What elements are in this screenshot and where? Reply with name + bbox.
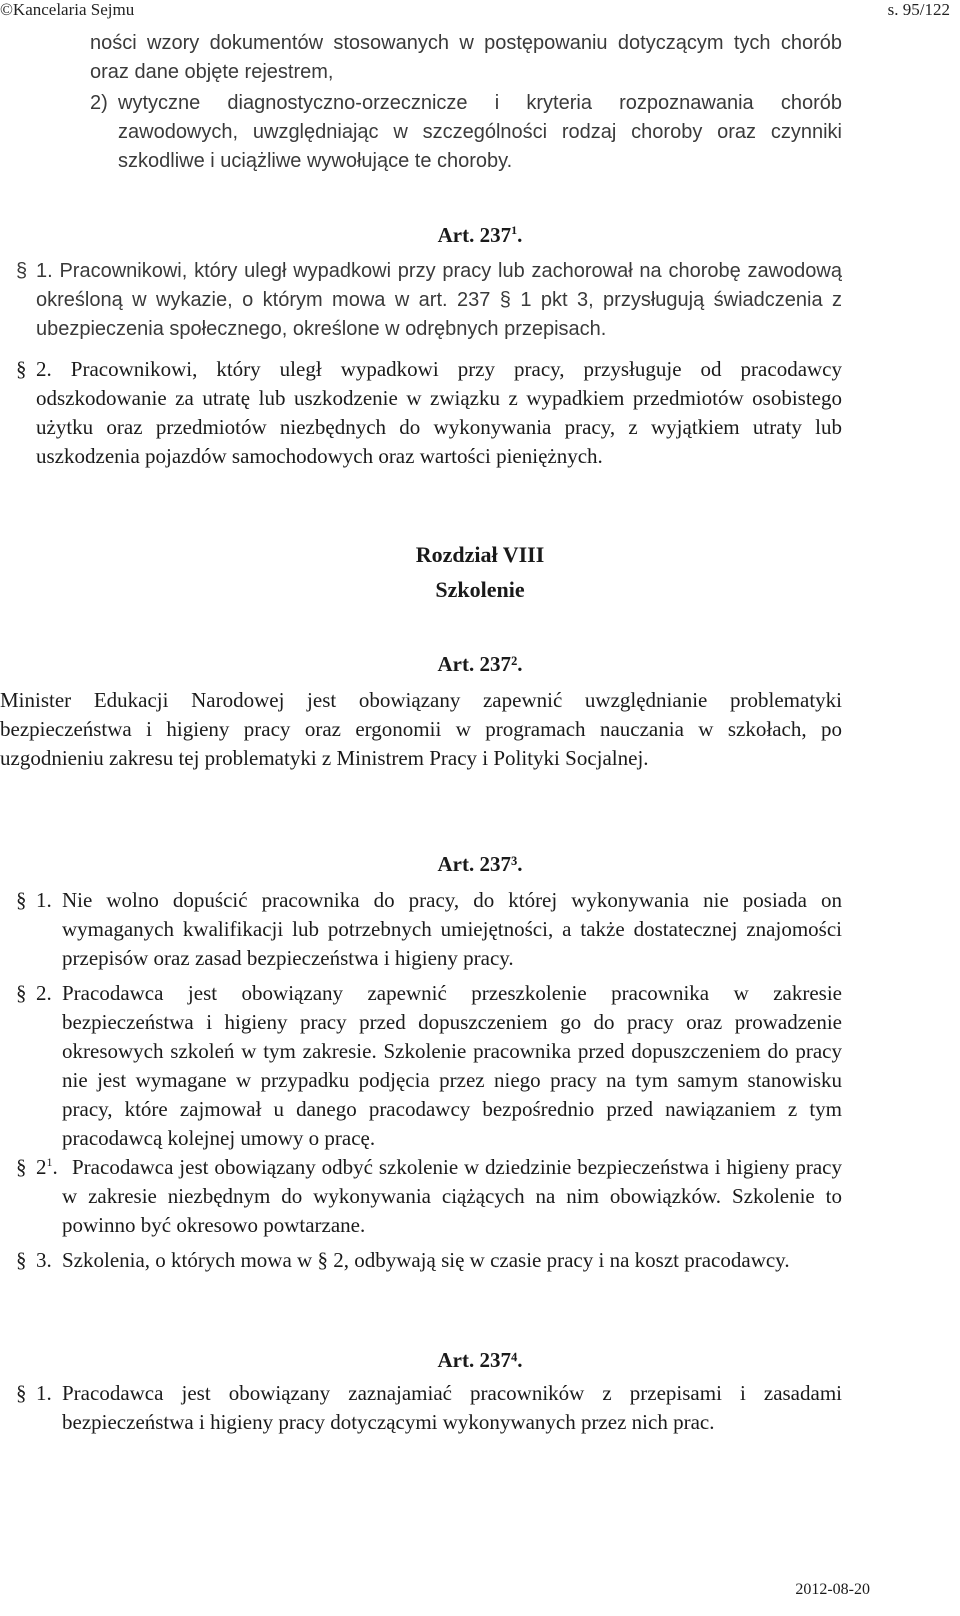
paragraph-1: Nie wolno dopuścić pracownika do pracy, do której wykonywania nie posiada on wymaganych kwalifikacji lub potrzebnych umiejętności, a także dostatecznej znajomości przepisów oraz zasad bezpieczeństwa i higieny pracy. — [62, 888, 842, 970]
paragraph-symbol: § — [16, 260, 28, 282]
paragraph-number: 1. — [36, 1381, 52, 1405]
paragraph-number: 2. — [36, 981, 52, 1005]
paragraph-number-main: 2 — [36, 1155, 47, 1179]
header-copyright: ©Kancelaria Sejmu — [0, 0, 135, 19]
paragraph-2: Pracodawca jest obowiązany zapewnić przeszkolenie pracownika w zakresie bezpieczeństwa i higieny pracy przed dopuszczeniem go do pracy oraz prowadzenie okresowych szkoleń w tym zakresie. Szkolenie pracownika przed dopuszczeniem do pracy nie jest wymagane w przypadku podjęcia przez niego pracy na tym samym stanowisku pracy, które zajmował u danego pracodawcy bezpośrednio przed nawiązaniem z tym pracodawcą kolejnej umowy o pracę. — [62, 981, 842, 1150]
item-number: 2) — [90, 92, 108, 114]
paragraph-1: Pracodawca jest obowiązany zaznajamiać pracowników z przepisami i zasadami bezpieczeństwa i higieny pracy dotyczącymi wykonywanych przez nich prac. — [62, 1381, 842, 1434]
article-heading — [0, 221, 960, 250]
article-heading: Art. 237³. — [437, 852, 523, 876]
paragraph-1 — [36, 257, 842, 344]
article-text: Minister Edukacji Narodowej jest obowiązany zapewnić uwzględnianie problematyki bezpieczeństwa i higieny pracy oraz ergonomii w programach nauczania w szkołach, po uzgodnieniu zakresu tej problematyki z Ministrem Pracy i Polityki Socjalnej. — [0, 688, 842, 770]
paragraph-text: Pracownikowi, który uległ wypadkowi przy pracy, przysługuje od pracodawcy odszkodowanie za utratę lub uszkodzenie w związku z wypadkiem przedmiotów osobistego użytku oraz przedmiotów niezbędnych do wykonywania pracy, z wyjątkiem utraty lub uszkodzenia pojazdów samochodowych oraz wartości pieniężnych. — [36, 357, 842, 468]
paragraph-symbol: § — [16, 1155, 27, 1179]
continuation-text: ności wzory dokumentów stosowanych w postępowaniu dotyczącym tych chorób oraz dane objęte rejestrem, — [90, 32, 842, 83]
article-sup: 1 — [511, 223, 518, 237]
paragraph-number: 1. — [36, 888, 52, 912]
chapter-title: Szkolenie — [435, 577, 525, 602]
item-text-content: wytyczne diagnostyczno-orzecznicze i kryteria rozpoznawania chorób zawodowych, uwzględniając w szczególności rodzaj choroby oraz czynniki szkodliwe i uciążliwe wywołujące te choroby. — [118, 92, 842, 172]
article-title: Art. 237 — [437, 223, 512, 247]
article-heading: Art. 237². — [437, 652, 523, 676]
paragraph-number: 1. — [36, 260, 53, 282]
paragraph-text: Pracownikowi, który uległ wypadkowi przy pracy lub zachorował na chorobę zawodową określoną w wykazie, o którym mowa w art. 237 § 1 pkt 3, przysługują świadczenia z ubezpieczenia społecznego, określone w odrębnych przepisach. — [36, 260, 842, 340]
paragraph-3: Szkolenia, o których mowa w § 2, odbywają się w czasie pracy i na koszt pracodawcy. — [62, 1248, 790, 1272]
paragraph-symbol: § — [16, 1381, 27, 1405]
paragraph-number — [36, 1153, 58, 1182]
item-text — [118, 89, 842, 176]
paragraph-number-sup: 1 — [46, 1155, 53, 1169]
header-page-number: s. 95/122 — [887, 0, 950, 19]
paragraph-number: 2. — [36, 357, 52, 381]
paragraph-symbol: § — [16, 1248, 27, 1272]
article-heading: Art. 237⁴. — [437, 1348, 523, 1372]
article-title-end: . — [517, 223, 523, 247]
paragraph-number-end: . — [52, 1155, 58, 1179]
chapter-number: Rozdział VIII — [415, 542, 545, 567]
paragraph-symbol: § — [16, 981, 27, 1005]
paragraph-number: 3. — [36, 1248, 52, 1272]
paragraph-2-1: Pracodawca jest obowiązany odbyć szkolenie w dziedzinie bezpieczeństwa i higieny pracy w zakresie niezbędnym do wykonywania ciążących na nim obowiązków. Szkolenie to powinno być okresowo powtarzane. — [62, 1155, 842, 1237]
footer-date: 2012-08-20 — [795, 1581, 870, 1598]
paragraph-symbol: § — [16, 888, 27, 912]
paragraph-2 — [36, 355, 842, 471]
paragraph-symbol: § — [16, 357, 27, 381]
